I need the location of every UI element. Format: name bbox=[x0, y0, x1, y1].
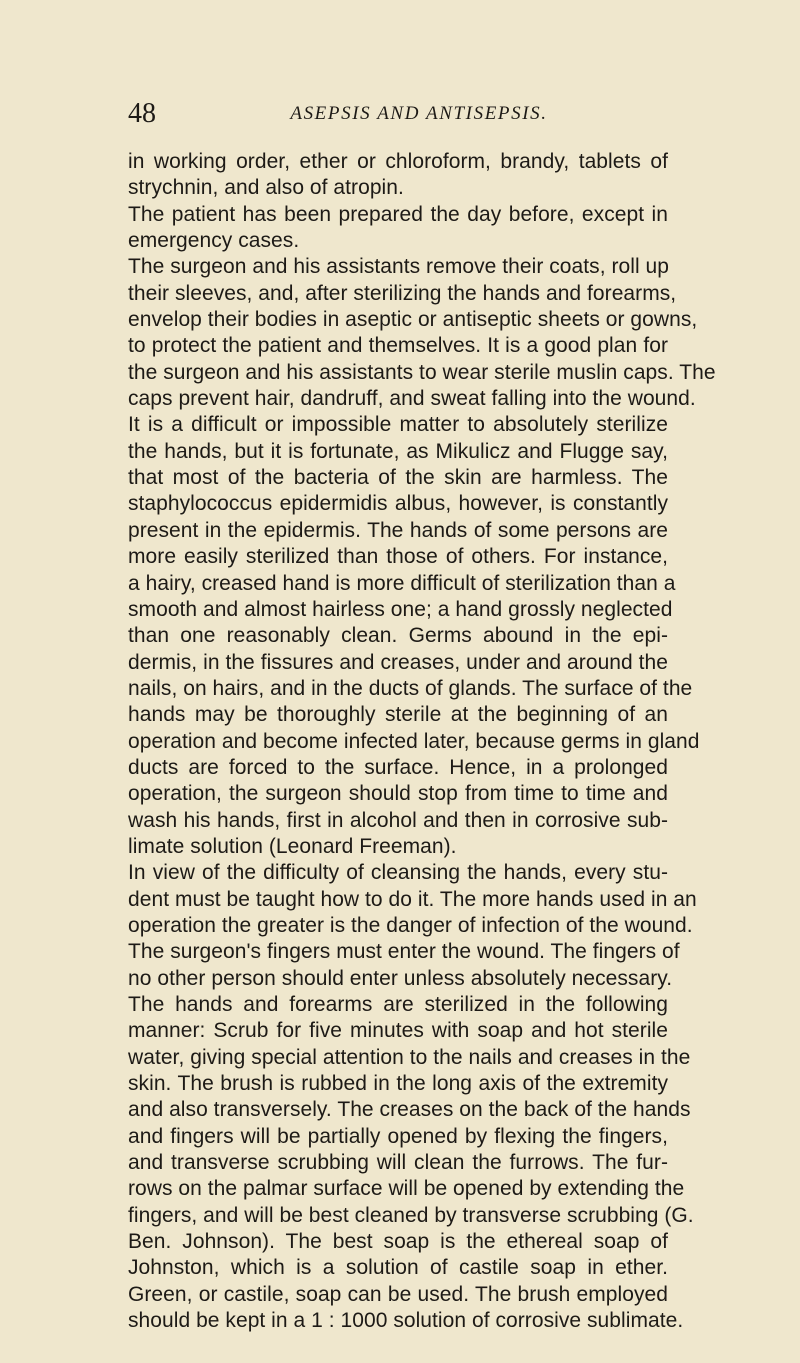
running-head: ASEPSIS AND ANTISEPSIS. bbox=[290, 103, 548, 124]
text-line: dent must be taught how to do it. The more hands used in an bbox=[128, 887, 697, 911]
text-line: should be kept in a 1 : 1000 solution of corrosive sublimate. bbox=[128, 1309, 684, 1333]
text-line: The patient has been prepared the day before, except in bbox=[128, 202, 668, 226]
text-line: Ben. Johnson). The best soap is the ethereal soap of bbox=[128, 1230, 668, 1254]
text-line: caps prevent hair, dandruff, and sweat falling into the wound. bbox=[128, 387, 696, 411]
text-line: nails, on hairs, and in the ducts of glands. The surface of the bbox=[128, 676, 693, 700]
text-line: the hands, but it is fortunate, as Mikulicz and Flugge say, bbox=[128, 439, 668, 463]
text-line: in working order, ether or chloroform, brandy, tablets of bbox=[128, 150, 668, 173]
text-line: a hairy, creased hand is more difficult of sterilization than a bbox=[128, 571, 676, 595]
text-line: fingers, and will be best cleaned by transverse scrubbing (G. bbox=[128, 1203, 694, 1227]
page-number: 48 bbox=[128, 98, 156, 129]
text-line: more easily sterilized than those of others. For instance, bbox=[128, 545, 668, 569]
text-line: In view of the difficulty of cleansing the hands, every stu- bbox=[128, 861, 668, 885]
text-line: smooth and almost hairless one; a hand grossly neglected bbox=[128, 597, 673, 621]
text-line: It is a difficult or impossible matter to absolutely sterilize bbox=[128, 413, 668, 437]
text-line: The hands and forearms are sterilized in the following bbox=[128, 993, 668, 1016]
text-line: Johnston, which is a solution of castile soap in ether. bbox=[128, 1256, 668, 1280]
text-line: operation the greater is the danger of infection of the wound. bbox=[128, 913, 693, 937]
text-line: wash his hands, first in alcohol and then in corrosive sub- bbox=[128, 808, 668, 832]
text-line: The surgeon's fingers must enter the wound. The fingers of bbox=[128, 940, 680, 964]
text-line: limate solution (Leonard Freeman). bbox=[128, 834, 457, 858]
text-line: operation and become infected later, because germs in gland bbox=[128, 729, 700, 753]
text-line: the surgeon and his assistants to wear sterile muslin caps. The bbox=[128, 360, 716, 384]
text-line: dermis, in the fissures and creases, under and around the bbox=[128, 650, 668, 674]
text-line: operation, the surgeon should stop from time to time and bbox=[128, 782, 668, 806]
text-line: and fingers will be partially opened by flexing the fingers, bbox=[128, 1124, 668, 1148]
text-line: present in the epidermis. The hands of some persons are bbox=[128, 518, 668, 542]
text-line: and transverse scrubbing will clean the furrows. The fur- bbox=[128, 1151, 668, 1175]
text-line: water, giving special attention to the nails and creases in the bbox=[128, 1045, 691, 1069]
text-line: ducts are forced to the surface. Hence, in a prolonged bbox=[128, 755, 668, 779]
text-line: manner: Scrub for five minutes with soap and hot sterile bbox=[128, 1019, 668, 1043]
text-line: hands may be thoroughly sterile at the beginning of an bbox=[128, 703, 668, 727]
text-line: strychnin, and also of atropin. bbox=[128, 176, 404, 200]
text-line: to protect the patient and themselves. It is a good plan for bbox=[128, 334, 668, 358]
text-line: envelop their bodies in aseptic or antiseptic sheets or gowns, bbox=[128, 308, 698, 332]
text-line: skin. The brush is rubbed in the long axis of the extremity bbox=[128, 1072, 668, 1096]
text-line: and also transversely. The creases on the back of the hands bbox=[128, 1098, 691, 1122]
text-line: their sleeves, and, after sterilizing the hands and forearms, bbox=[128, 281, 677, 305]
text-line: than one reasonably clean. Germs abound in the epi- bbox=[128, 624, 668, 648]
text-line: emergency cases. bbox=[128, 229, 300, 253]
text-line: no other person should enter unless absolutely necessary. bbox=[128, 966, 673, 990]
body-text bbox=[128, 149, 716, 1334]
text-line: rows on the palmar surface will be opened by extending the bbox=[128, 1177, 685, 1201]
page-header bbox=[0, 96, 800, 132]
text-line: that most of the bacteria of the skin are harmless. The bbox=[128, 466, 668, 490]
text-line: The surgeon and his assistants remove their coats, roll up bbox=[128, 255, 670, 279]
text-line: staphylococcus epidermidis albus, however, is constantly bbox=[128, 492, 668, 516]
text-line: Green, or castile, soap can be used. The brush employed bbox=[128, 1282, 668, 1306]
